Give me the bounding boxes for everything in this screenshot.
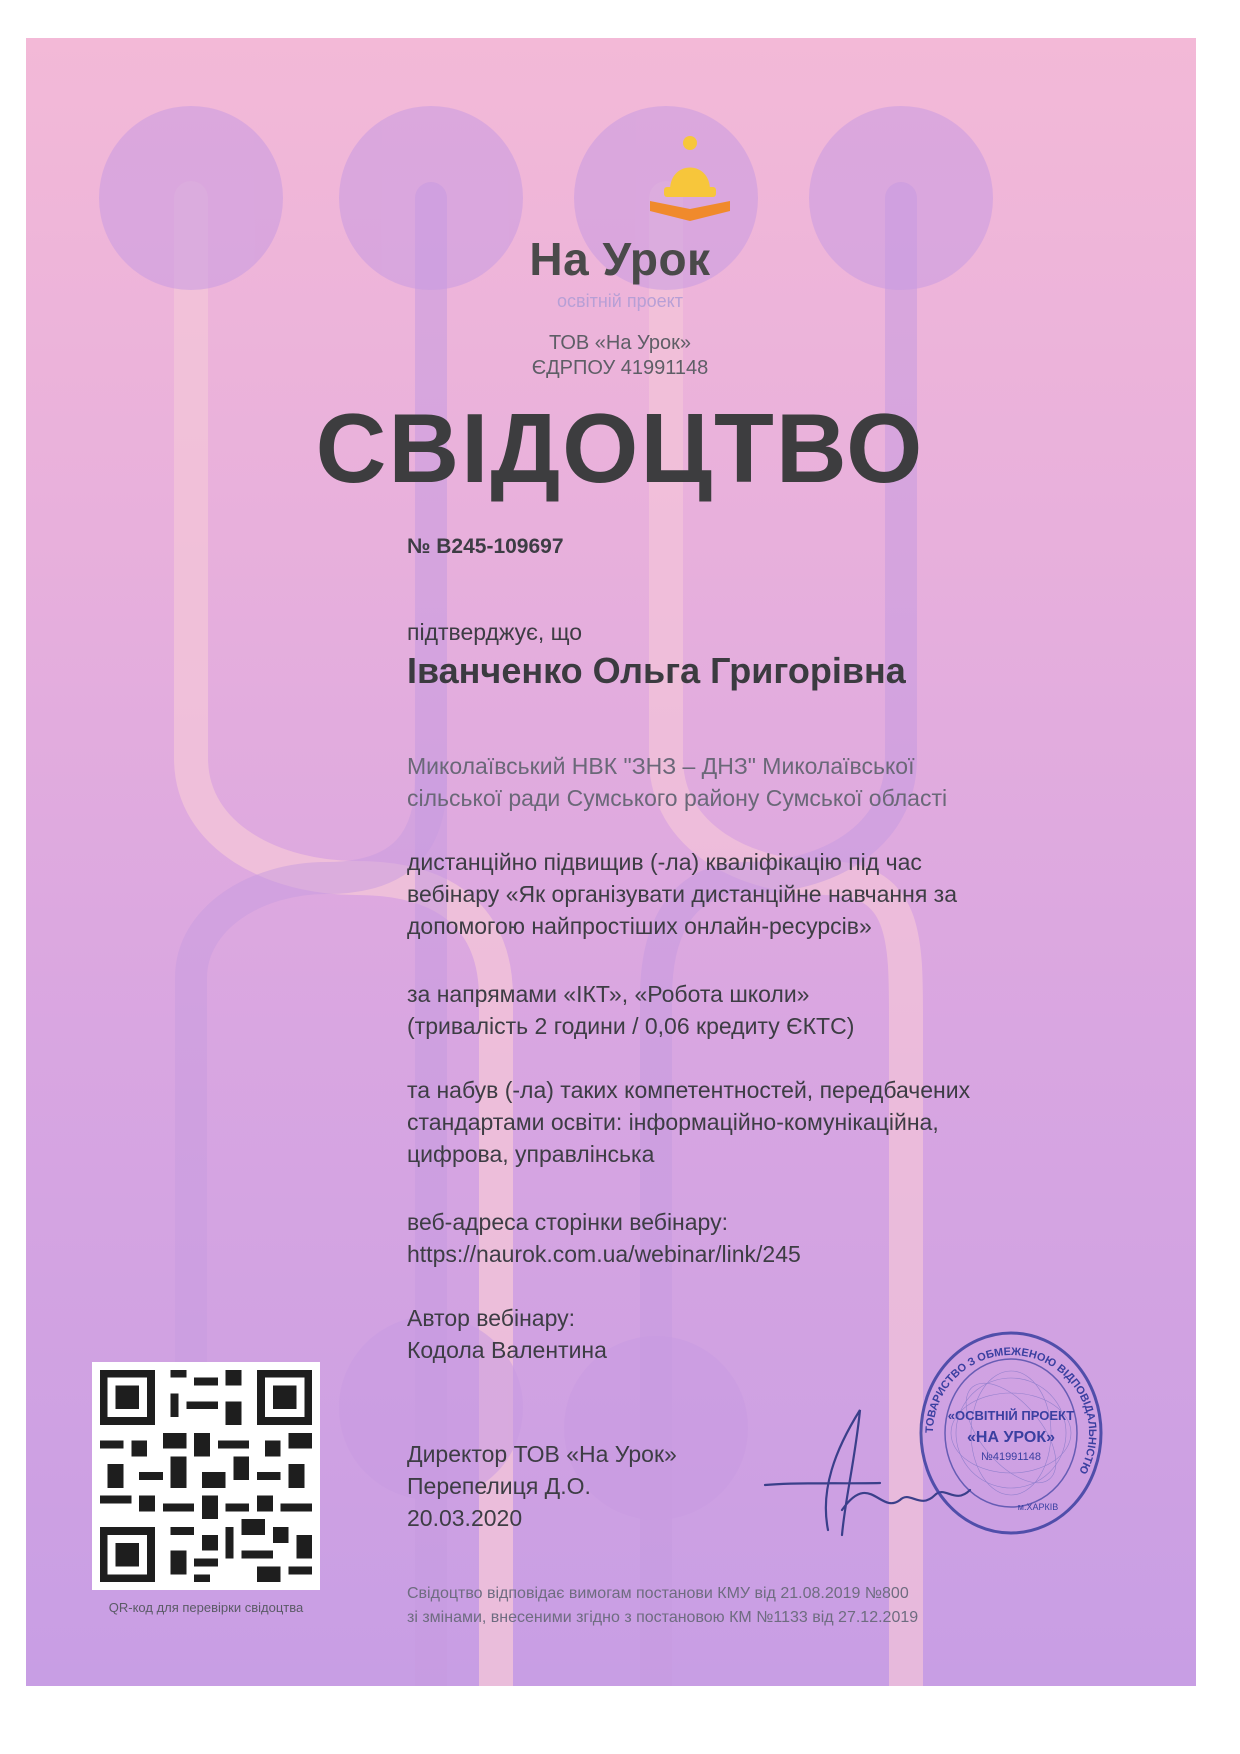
director-title: Директор ТОВ «На Урок» (407, 1441, 677, 1467)
director-name: Перепелиця Д.О. (407, 1473, 591, 1499)
author-name: Кодола Валентина (407, 1337, 607, 1363)
certificate-number: № В245-109697 (407, 535, 564, 558)
brand-tagline: освітній проект (557, 291, 683, 311)
footer-line: Свідоцтво відповідає вимогам постанови КМУ від 21.08.2019 №800 (407, 1585, 909, 1602)
competencies-line: цифрова, управлінська (407, 1141, 655, 1167)
edrpou-code: ЄДРПОУ 41991148 (531, 357, 709, 379)
confirms-text: підтверджує, що (407, 619, 583, 645)
issue-date: 20.03.2020 (407, 1505, 523, 1531)
seal-line-2: «НА УРОК» (967, 1429, 1055, 1446)
seal-line-3: №41991148 (981, 1451, 1041, 1463)
seal-line-1: «ОСВІТНІЙ ПРОЕКТ (947, 1408, 1075, 1423)
directions-text (407, 978, 1087, 1042)
bell-logo-icon (640, 135, 740, 230)
qr-code-icon[interactable] (92, 1362, 320, 1590)
institution-text (407, 750, 1087, 814)
qr-caption: QR-код для перевірки свідоцтва (108, 1600, 304, 1615)
competencies-line: та набув (-ла) таких компетентностей, передбачених (407, 1077, 971, 1103)
webinar-line: вебінару «Як організувати дистанційне навчання за (407, 881, 958, 907)
competencies-line: стандартами освіти: інформаційно-комунікаційна, (407, 1109, 939, 1135)
seal-ring-text: ТОВАРИСТВО З ОБМЕЖЕНОЮ ВІДПОВІДАЛЬНІСТЮ (923, 1345, 1099, 1476)
certificate-title: СВІДОЦТВО (315, 393, 925, 503)
webinar-url-link[interactable]: https://naurok.com.ua/webinar/link/245 (407, 1241, 801, 1267)
institution-line: Миколаївський НВК "ЗНЗ – ДНЗ" Миколаївської (407, 753, 915, 779)
director-block (407, 1438, 767, 1534)
org-name: ТОВ «На Урок» (549, 332, 691, 354)
institution-line: сільської ради Сумського району Сумської області (407, 785, 948, 811)
company-seal (918, 1330, 1104, 1536)
author-label: Автор вебінару: (407, 1305, 575, 1331)
legal-footer (407, 1582, 1107, 1630)
directions-line: за напрямами «ІКТ», «Робота школи» (407, 981, 810, 1007)
footer-line: зі змінами, внесеними згідно з постановою КМ №1133 від 27.12.2019 (407, 1609, 919, 1626)
brand-name: На Урок (529, 233, 711, 285)
competencies-text (407, 1074, 1087, 1170)
webinar-url-block (407, 1206, 1087, 1270)
url-label: веб-адреса сторінки вебінару: (407, 1209, 728, 1235)
webinar-text (407, 846, 1087, 942)
recipient-name: Іванченко Ольга Григорівна (407, 650, 906, 691)
seal-city: м.ХАРКІВ (1017, 1502, 1059, 1512)
webinar-line: допомогою найпростіших онлайн-ресурсів» (407, 913, 872, 939)
directions-line: (тривалість 2 години / 0,06 кредиту ЄКТС) (407, 1013, 855, 1039)
webinar-line: дистанційно підвищив (-ла) кваліфікацію під час (407, 849, 922, 875)
